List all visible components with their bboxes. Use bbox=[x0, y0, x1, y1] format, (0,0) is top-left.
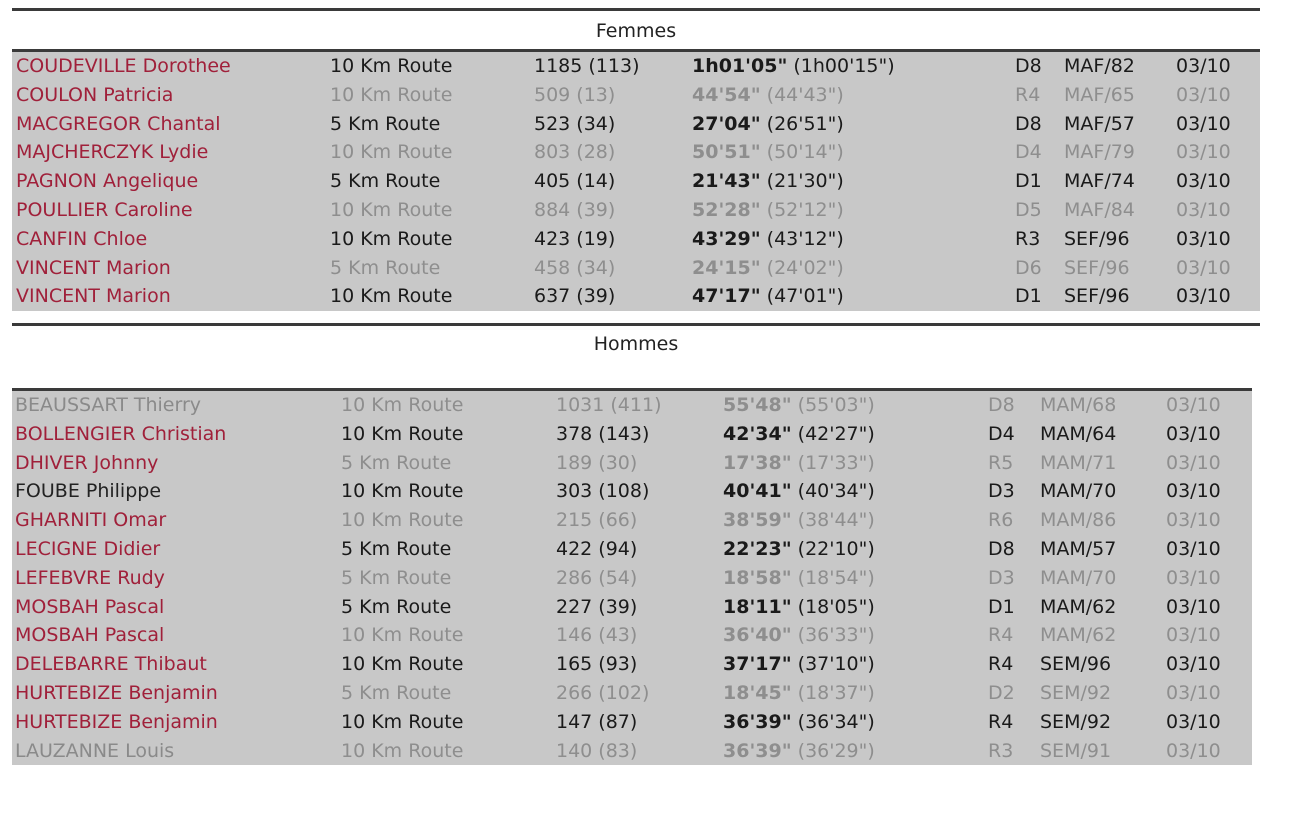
real-time: (18'54") bbox=[797, 566, 875, 589]
category: SEM/92 bbox=[1040, 681, 1112, 704]
race-name: 10 Km Route bbox=[341, 739, 464, 762]
runner-name[interactable]: FOUBE Philippe bbox=[15, 480, 162, 503]
placing: 405 (14) bbox=[534, 170, 616, 193]
result-row bbox=[12, 167, 1260, 196]
race-date: 03/10 bbox=[1166, 739, 1221, 762]
real-time: (1h00'15") bbox=[793, 55, 895, 77]
finish-time bbox=[723, 679, 875, 708]
race-date: 03/10 bbox=[1166, 595, 1221, 618]
category: MAF/74 bbox=[1064, 170, 1135, 193]
placing: 146 (43) bbox=[556, 624, 638, 647]
race-name: 10 Km Route bbox=[341, 480, 464, 503]
official-time: 42'34" bbox=[723, 422, 792, 445]
level: R4 bbox=[988, 624, 1014, 647]
finish-time bbox=[723, 391, 875, 420]
category: MAF/84 bbox=[1064, 198, 1135, 221]
runner-name[interactable]: LAUZANNE Louis bbox=[15, 739, 175, 762]
level: R4 bbox=[1015, 83, 1041, 106]
level: D4 bbox=[988, 422, 1015, 445]
official-time: 38'59" bbox=[723, 509, 792, 532]
category: SEM/91 bbox=[1040, 739, 1112, 762]
finish-time bbox=[692, 138, 844, 167]
race-date: 03/10 bbox=[1176, 198, 1231, 221]
level: D3 bbox=[988, 480, 1015, 503]
finish-time bbox=[692, 167, 844, 196]
femmes-section bbox=[12, 8, 1260, 311]
race-name: 10 Km Route bbox=[341, 710, 464, 733]
runner-name[interactable]: MOSBAH Pascal bbox=[15, 624, 165, 647]
category: MAM/68 bbox=[1040, 394, 1117, 416]
runner-name[interactable]: GHARNITI Omar bbox=[15, 509, 167, 532]
level: D3 bbox=[988, 566, 1015, 589]
finish-time bbox=[692, 225, 844, 254]
level: D2 bbox=[988, 681, 1015, 704]
official-time: 1h01'05" bbox=[692, 55, 788, 77]
race-name: 10 Km Route bbox=[341, 394, 464, 416]
femmes-title: Femmes bbox=[595, 20, 677, 42]
finish-time bbox=[723, 737, 875, 766]
real-time: (36'29") bbox=[797, 739, 875, 762]
runner-name[interactable]: LECIGNE Didier bbox=[15, 537, 161, 560]
finish-time bbox=[723, 621, 875, 650]
race-name: 10 Km Route bbox=[341, 624, 464, 647]
category: SEM/96 bbox=[1040, 653, 1112, 676]
race-name: 10 Km Route bbox=[330, 285, 453, 308]
official-time: 36'40" bbox=[723, 624, 792, 647]
result-row bbox=[12, 506, 1252, 535]
category: MAM/86 bbox=[1040, 509, 1117, 532]
race-name: 10 Km Route bbox=[341, 653, 464, 676]
category: MAF/65 bbox=[1064, 83, 1135, 106]
result-row bbox=[12, 81, 1260, 110]
race-date: 03/10 bbox=[1176, 83, 1231, 106]
real-time: (37'10") bbox=[797, 653, 875, 676]
race-date: 03/10 bbox=[1166, 422, 1221, 445]
placing: 523 (34) bbox=[534, 112, 616, 135]
race-date: 03/10 bbox=[1166, 451, 1221, 474]
category: MAM/62 bbox=[1040, 595, 1117, 618]
official-time: 21'43" bbox=[692, 170, 761, 193]
level: D8 bbox=[988, 394, 1015, 416]
official-time: 27'04" bbox=[692, 112, 761, 135]
result-row bbox=[12, 52, 1260, 81]
result-row bbox=[12, 477, 1252, 506]
level: R3 bbox=[1015, 227, 1041, 250]
real-time: (52'12") bbox=[766, 198, 844, 221]
result-row bbox=[12, 679, 1252, 708]
official-time: 44'54" bbox=[692, 83, 761, 106]
race-date: 03/10 bbox=[1166, 480, 1221, 503]
runner-name[interactable]: COULON Patricia bbox=[16, 83, 174, 106]
real-time: (44'43") bbox=[766, 83, 844, 106]
race-date: 03/10 bbox=[1166, 509, 1221, 532]
placing: 378 (143) bbox=[556, 422, 650, 445]
race-date: 03/10 bbox=[1176, 141, 1231, 164]
result-row bbox=[12, 564, 1252, 593]
official-time: 18'45" bbox=[723, 681, 792, 704]
level: D8 bbox=[1015, 55, 1042, 77]
runner-name[interactable]: VINCENT Marion bbox=[16, 285, 171, 308]
level: R3 bbox=[988, 739, 1014, 762]
placing: 227 (39) bbox=[556, 595, 638, 618]
real-time: (18'05") bbox=[797, 595, 875, 618]
runner-name[interactable]: CANFIN Chloe bbox=[16, 227, 148, 250]
race-date: 03/10 bbox=[1176, 170, 1231, 193]
result-row bbox=[12, 650, 1252, 679]
real-time: (24'02") bbox=[766, 256, 844, 279]
runner-name[interactable]: BOLLENGIER Christian bbox=[15, 422, 227, 445]
result-row bbox=[12, 708, 1252, 737]
runner-name[interactable]: DHIVER Johnny bbox=[15, 451, 159, 474]
level: D4 bbox=[1015, 141, 1042, 164]
result-row bbox=[12, 138, 1260, 167]
level: D5 bbox=[1015, 198, 1042, 221]
level: R6 bbox=[988, 509, 1014, 532]
race-name: 10 Km Route bbox=[330, 198, 453, 221]
runner-name[interactable]: MAJCHERCZYK Lydie bbox=[16, 141, 209, 164]
real-time: (26'51") bbox=[766, 112, 844, 135]
race-name: 10 Km Route bbox=[341, 422, 464, 445]
race-date: 03/10 bbox=[1176, 55, 1231, 77]
result-row bbox=[12, 391, 1252, 420]
result-row bbox=[12, 225, 1260, 254]
runner-name[interactable]: BEAUSSART Thierry bbox=[15, 394, 202, 416]
race-name: 10 Km Route bbox=[330, 227, 453, 250]
finish-time bbox=[723, 506, 875, 535]
result-row bbox=[12, 282, 1260, 311]
runner-name[interactable]: MACGREGOR Chantal bbox=[16, 112, 221, 135]
result-row bbox=[12, 593, 1252, 622]
finish-time bbox=[723, 535, 875, 564]
result-row bbox=[12, 196, 1260, 225]
race-date: 03/10 bbox=[1166, 566, 1221, 589]
runner-name[interactable]: POULLIER Caroline bbox=[16, 198, 193, 221]
placing: 1031 (411) bbox=[556, 394, 662, 416]
official-time: 37'17" bbox=[723, 653, 792, 676]
real-time: (40'34") bbox=[797, 480, 875, 503]
category: SEF/96 bbox=[1064, 285, 1130, 308]
finish-time bbox=[723, 650, 875, 679]
result-row bbox=[12, 110, 1260, 139]
level: D8 bbox=[1015, 112, 1042, 135]
race-name: 10 Km Route bbox=[330, 55, 453, 77]
race-date: 03/10 bbox=[1176, 112, 1231, 135]
category: MAM/64 bbox=[1040, 422, 1117, 445]
real-time: (38'44") bbox=[797, 509, 875, 532]
placing: 286 (54) bbox=[556, 566, 638, 589]
level: R5 bbox=[988, 451, 1014, 474]
real-time: (47'01") bbox=[766, 285, 844, 308]
runner-name[interactable]: HURTEBIZE Benjamin bbox=[15, 710, 218, 733]
placing: 423 (19) bbox=[534, 227, 616, 250]
finish-time bbox=[692, 196, 844, 225]
finish-time bbox=[723, 593, 875, 622]
official-time: 52'28" bbox=[692, 198, 761, 221]
category: MAF/57 bbox=[1064, 112, 1135, 135]
hommes-title: Hommes bbox=[593, 333, 679, 355]
race-name: 5 Km Route bbox=[330, 256, 441, 279]
race-date: 03/10 bbox=[1166, 681, 1221, 704]
placing: 215 (66) bbox=[556, 509, 638, 532]
category: MAM/57 bbox=[1040, 537, 1117, 560]
race-name: 5 Km Route bbox=[341, 681, 452, 704]
race-date: 03/10 bbox=[1176, 256, 1231, 279]
category: MAM/70 bbox=[1040, 566, 1117, 589]
finish-time bbox=[723, 564, 875, 593]
finish-time bbox=[692, 81, 844, 110]
real-time: (21'30") bbox=[766, 170, 844, 193]
real-time: (22'10") bbox=[797, 537, 875, 560]
category: MAM/62 bbox=[1040, 624, 1117, 647]
level: R4 bbox=[988, 653, 1014, 676]
real-time: (55'03") bbox=[797, 394, 875, 416]
category: MAM/70 bbox=[1040, 480, 1117, 503]
placing: 509 (13) bbox=[534, 83, 616, 106]
real-time: (43'12") bbox=[766, 227, 844, 250]
placing: 189 (30) bbox=[556, 451, 638, 474]
level: D1 bbox=[1015, 285, 1042, 308]
runner-name[interactable]: COUDEVILLE Dorothee bbox=[16, 55, 231, 77]
real-time: (17'33") bbox=[797, 451, 875, 474]
result-row bbox=[12, 737, 1252, 766]
official-time: 50'51" bbox=[692, 141, 761, 164]
finish-time bbox=[723, 420, 875, 449]
placing: 637 (39) bbox=[534, 285, 616, 308]
hommes-section bbox=[12, 323, 1260, 765]
official-time: 24'15" bbox=[692, 256, 761, 279]
level: D1 bbox=[1015, 170, 1042, 193]
runner-name[interactable]: LEFEBVRE Rudy bbox=[15, 566, 165, 589]
hommes-results-table bbox=[12, 391, 1252, 765]
race-name: 10 Km Route bbox=[330, 141, 453, 164]
official-time: 36'39" bbox=[723, 739, 792, 762]
race-date: 03/10 bbox=[1176, 285, 1231, 308]
finish-time bbox=[692, 52, 895, 81]
finish-time bbox=[723, 477, 875, 506]
placing: 140 (83) bbox=[556, 739, 638, 762]
official-time: 22'23" bbox=[723, 537, 792, 560]
official-time: 55'48" bbox=[723, 394, 792, 416]
placing: 1185 (113) bbox=[534, 55, 640, 77]
category: MAF/79 bbox=[1064, 141, 1135, 164]
result-row bbox=[12, 449, 1252, 478]
runner-name[interactable]: HURTEBIZE Benjamin bbox=[15, 681, 218, 704]
femmes-results-table bbox=[12, 52, 1260, 311]
result-row bbox=[12, 621, 1252, 650]
official-time: 17'38" bbox=[723, 451, 792, 474]
result-row bbox=[12, 254, 1260, 283]
official-time: 18'58" bbox=[723, 566, 792, 589]
race-date: 03/10 bbox=[1166, 624, 1221, 647]
finish-time bbox=[692, 282, 844, 311]
race-name: 5 Km Route bbox=[341, 595, 452, 618]
finish-time bbox=[692, 110, 844, 139]
real-time: (36'33") bbox=[797, 624, 875, 647]
result-row bbox=[12, 535, 1252, 564]
category: MAF/82 bbox=[1064, 55, 1135, 77]
race-date: 03/10 bbox=[1166, 710, 1221, 733]
level: D6 bbox=[1015, 256, 1042, 279]
finish-time bbox=[692, 254, 844, 283]
real-time: (36'34") bbox=[797, 710, 875, 733]
category: SEM/92 bbox=[1040, 710, 1112, 733]
race-name: 5 Km Route bbox=[341, 451, 452, 474]
finish-time bbox=[723, 708, 875, 737]
placing: 884 (39) bbox=[534, 198, 616, 221]
category: SEF/96 bbox=[1064, 227, 1130, 250]
real-time: (18'37") bbox=[797, 681, 875, 704]
runner-name[interactable]: PAGNON Angelique bbox=[16, 170, 199, 193]
race-name: 5 Km Route bbox=[330, 112, 441, 135]
race-date: 03/10 bbox=[1166, 394, 1221, 416]
race-name: 10 Km Route bbox=[341, 509, 464, 532]
placing: 458 (34) bbox=[534, 256, 616, 279]
runner-name[interactable]: VINCENT Marion bbox=[16, 256, 171, 279]
race-name: 5 Km Route bbox=[330, 170, 441, 193]
placing: 165 (93) bbox=[556, 653, 638, 676]
race-date: 03/10 bbox=[1166, 537, 1221, 560]
placing: 303 (108) bbox=[556, 480, 650, 503]
level: R4 bbox=[988, 710, 1014, 733]
official-time: 47'17" bbox=[692, 285, 761, 308]
result-row bbox=[12, 420, 1252, 449]
category: MAM/71 bbox=[1040, 451, 1117, 474]
official-time: 36'39" bbox=[723, 710, 792, 733]
official-time: 18'11" bbox=[723, 595, 792, 618]
real-time: (42'27") bbox=[797, 422, 875, 445]
official-time: 40'41" bbox=[723, 480, 792, 503]
race-name: 5 Km Route bbox=[341, 537, 452, 560]
placing: 147 (87) bbox=[556, 710, 638, 733]
race-name: 10 Km Route bbox=[330, 83, 453, 106]
level: D8 bbox=[988, 537, 1015, 560]
finish-time bbox=[723, 449, 875, 478]
runner-name[interactable]: MOSBAH Pascal bbox=[15, 595, 165, 618]
race-name: 5 Km Route bbox=[341, 566, 452, 589]
real-time: (50'14") bbox=[766, 141, 844, 164]
placing: 266 (102) bbox=[556, 681, 650, 704]
placing: 422 (94) bbox=[556, 537, 638, 560]
official-time: 43'29" bbox=[692, 227, 761, 250]
race-date: 03/10 bbox=[1176, 227, 1231, 250]
category: SEF/96 bbox=[1064, 256, 1130, 279]
runner-name[interactable]: DELEBARRE Thibaut bbox=[15, 653, 207, 676]
level: D1 bbox=[988, 595, 1015, 618]
race-date: 03/10 bbox=[1166, 653, 1221, 676]
placing: 803 (28) bbox=[534, 141, 616, 164]
